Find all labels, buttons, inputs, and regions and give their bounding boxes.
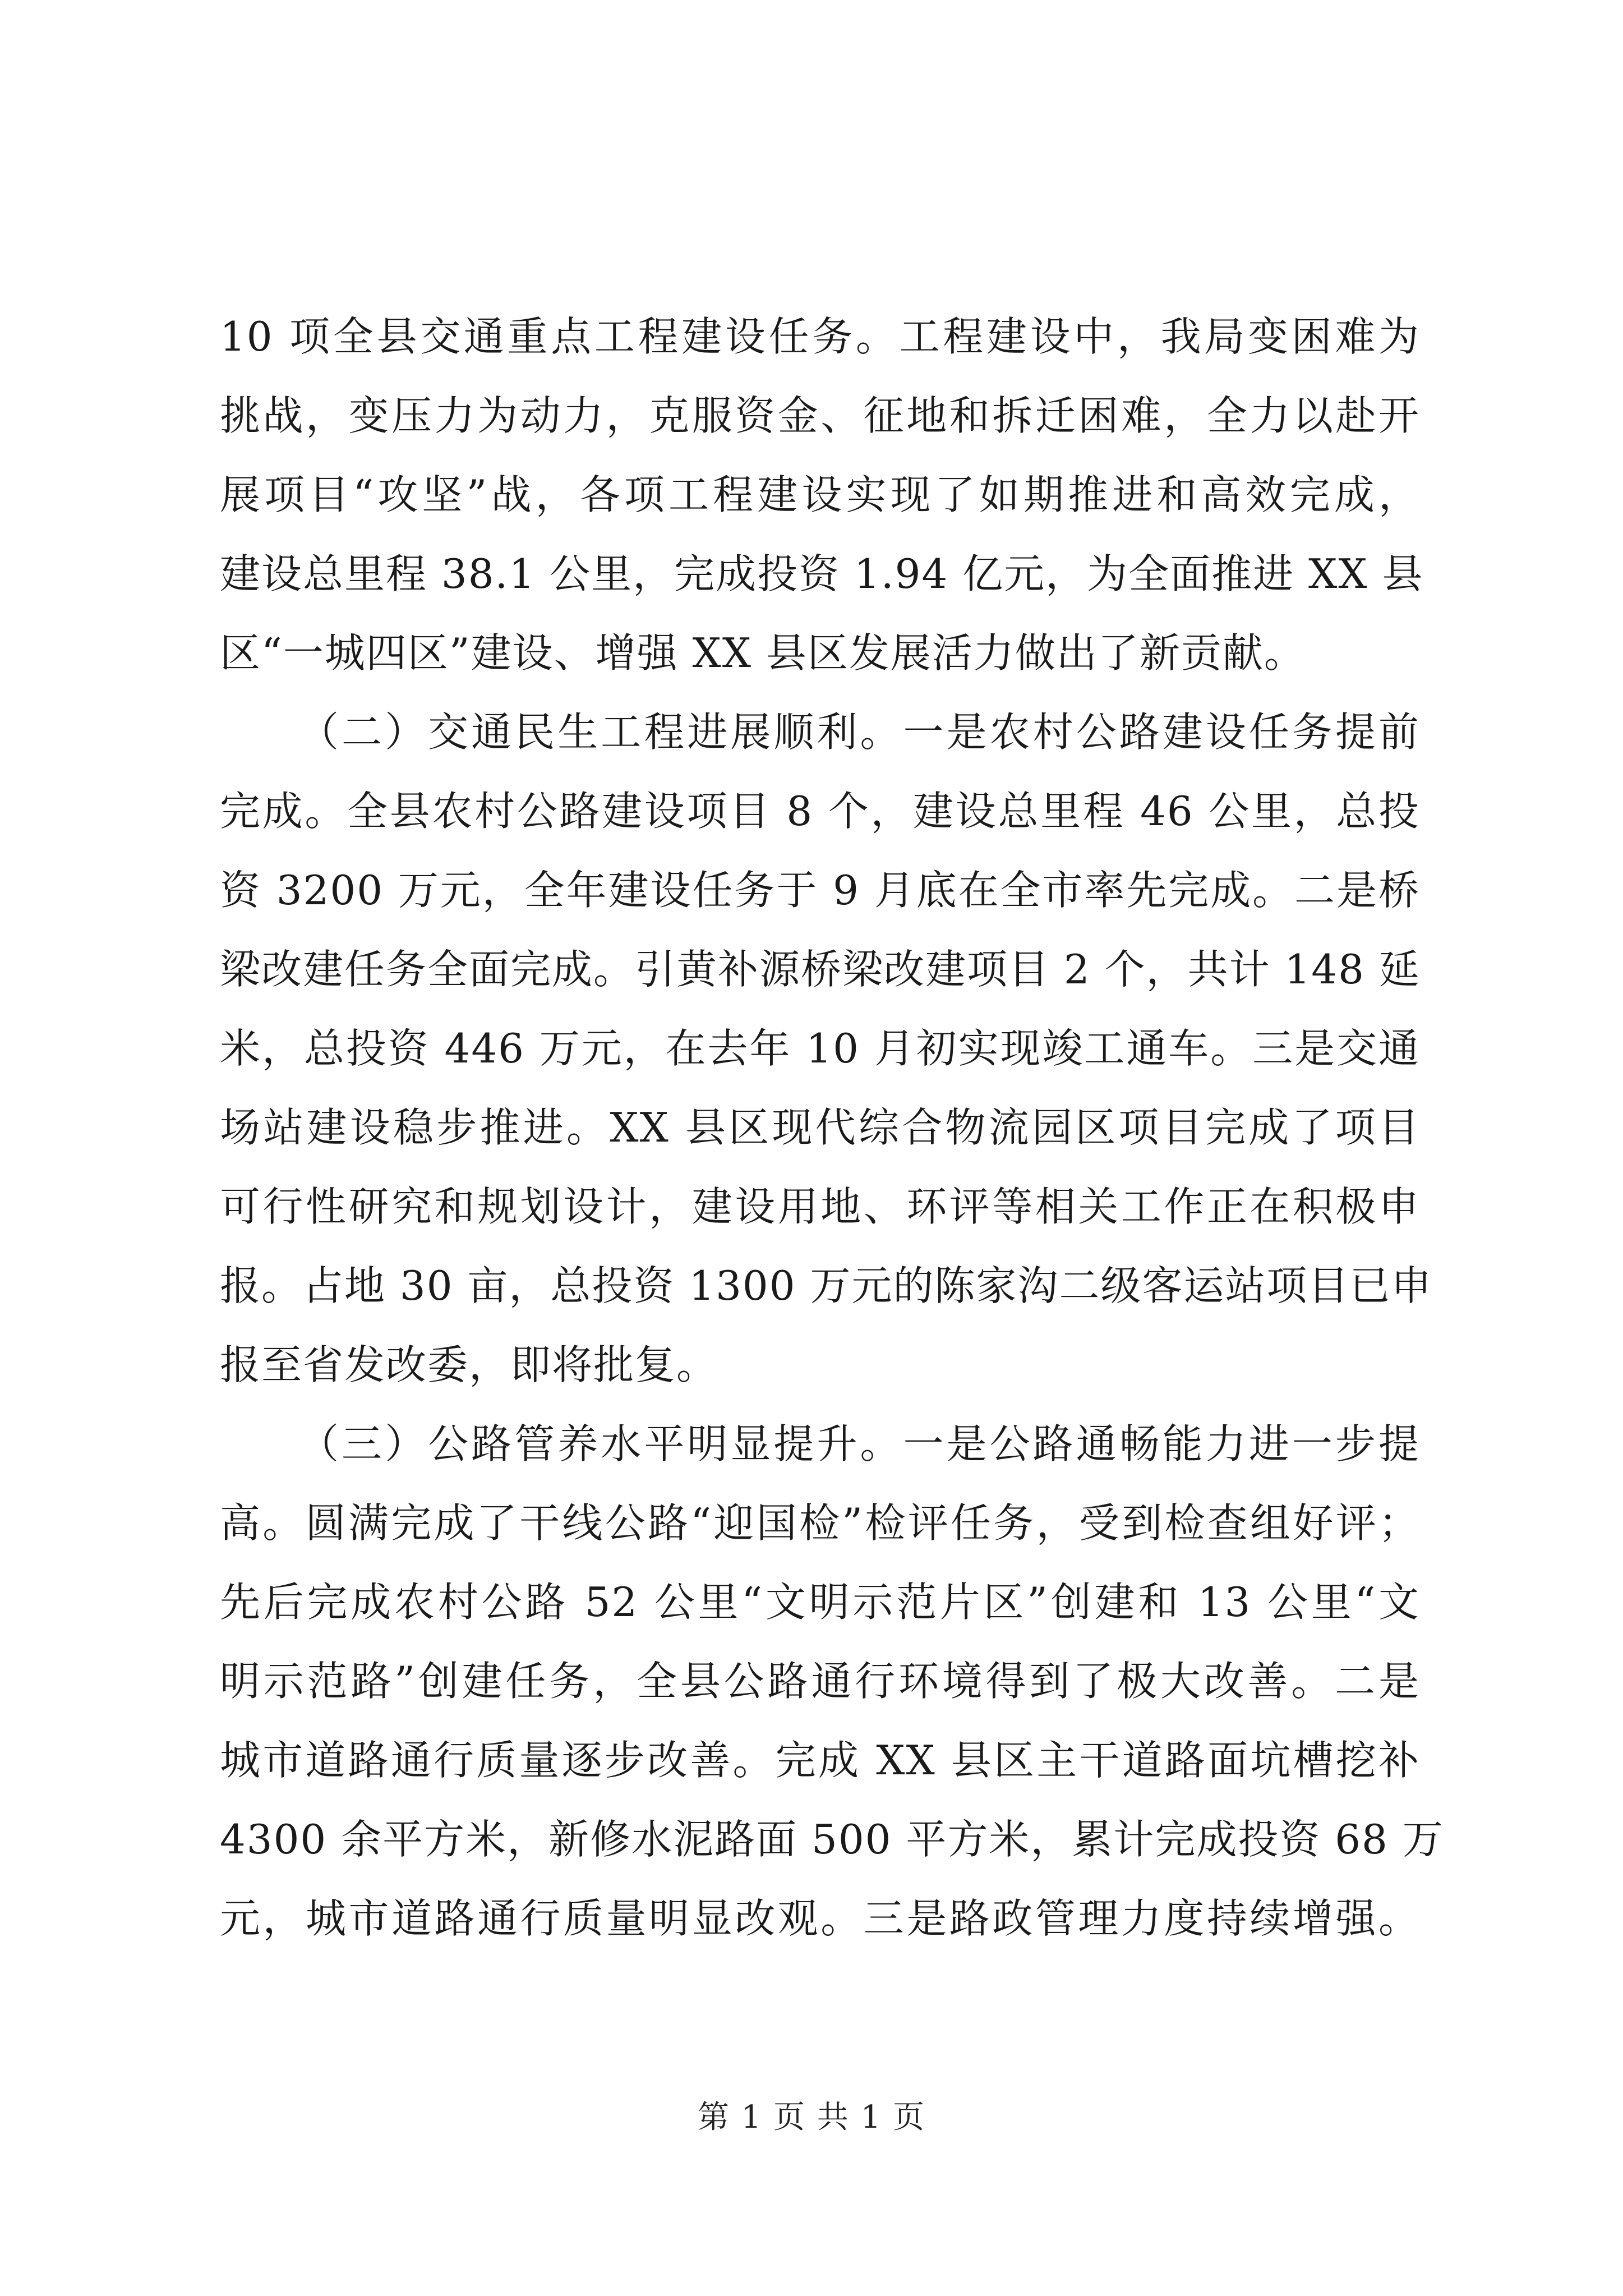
text-line: 高。圆满完成了干线公路“迎国检”检评任务，受到检查组好评； bbox=[220, 1499, 1420, 1547]
text-line: 城市道路通行质量逐步改善。完成 XX 县区主干道路面坑槽挖补 bbox=[220, 1737, 1420, 1784]
text-line: 米，总投资 446 万元，在去年 10 月初实现竣工通车。三是交通 bbox=[220, 1025, 1420, 1072]
text-line: 展项目“攻坚”战，各项工程建设实现了如期推进和高效完成， bbox=[220, 471, 1420, 518]
text-line: 资 3200 万元，全年建设任务于 9 月底在全市率先完成。二是桥 bbox=[220, 867, 1420, 914]
paragraph-2 bbox=[220, 693, 1433, 1405]
text-line: 报至省发改委，即将批复。 bbox=[220, 1341, 718, 1388]
text-line: 先后完成农村公路 52 公里“文明示范片区”创建和 13 公里“文 bbox=[220, 1579, 1420, 1626]
text-line: 场站建设稳步推进。XX 县区现代综合物流园区项目完成了项目 bbox=[220, 1104, 1420, 1151]
document-body bbox=[220, 297, 1444, 1958]
text-line: 区“一城四区”建设、增强 XX 县区发展活力做出了新贡献。 bbox=[220, 629, 1306, 677]
page-number-label: 第 1 页 共 1 页 bbox=[697, 2099, 926, 2136]
text-line: 完成。全县农村公路建设项目 8 个，建设总里程 46 公里，总投 bbox=[220, 788, 1420, 835]
text-line: （二）交通民生工程进展顺利。一是农村公路建设任务提前 bbox=[298, 708, 1420, 756]
text-line: 明示范路”创建任务，全县公路通行环境得到了极大改善。二是 bbox=[220, 1658, 1420, 1705]
text-line: （三）公路管养水平明显提升。一是公路通畅能力进一步提 bbox=[298, 1420, 1420, 1467]
text-line: 可行性研究和规划设计，建设用地、环评等相关工作正在积极申 bbox=[220, 1183, 1420, 1230]
text-line: 10 项全县交通重点工程建设任务。工程建设中，我局变困难为 bbox=[220, 313, 1420, 360]
text-line: 梁改建任务全面完成。引黄补源桥梁改建项目 2 个，共计 148 延 bbox=[220, 946, 1421, 993]
text-line: 报。占地 30 亩，总投资 1300 万元的陈家沟二级客运站项目已申 bbox=[220, 1262, 1433, 1309]
text-line: 元，城市道路通行质量明显改观。三是路政管理力度持续增强。 bbox=[220, 1895, 1420, 1942]
paragraph-1 bbox=[220, 297, 1424, 693]
text-line: 挑战，变压力为动力，克服资金、征地和拆迁困难，全力以赴开 bbox=[220, 392, 1420, 439]
text-line: 4300 余平方米，新修水泥路面 500 平方米，累计完成投资 68 万 bbox=[220, 1816, 1444, 1863]
page-footer bbox=[0, 2098, 1623, 2137]
text-line: 建设总里程 38.1 公里，完成投资 1.94 亿元，为全面推进 XX 县 bbox=[220, 550, 1424, 597]
paragraph-3 bbox=[220, 1405, 1444, 1958]
